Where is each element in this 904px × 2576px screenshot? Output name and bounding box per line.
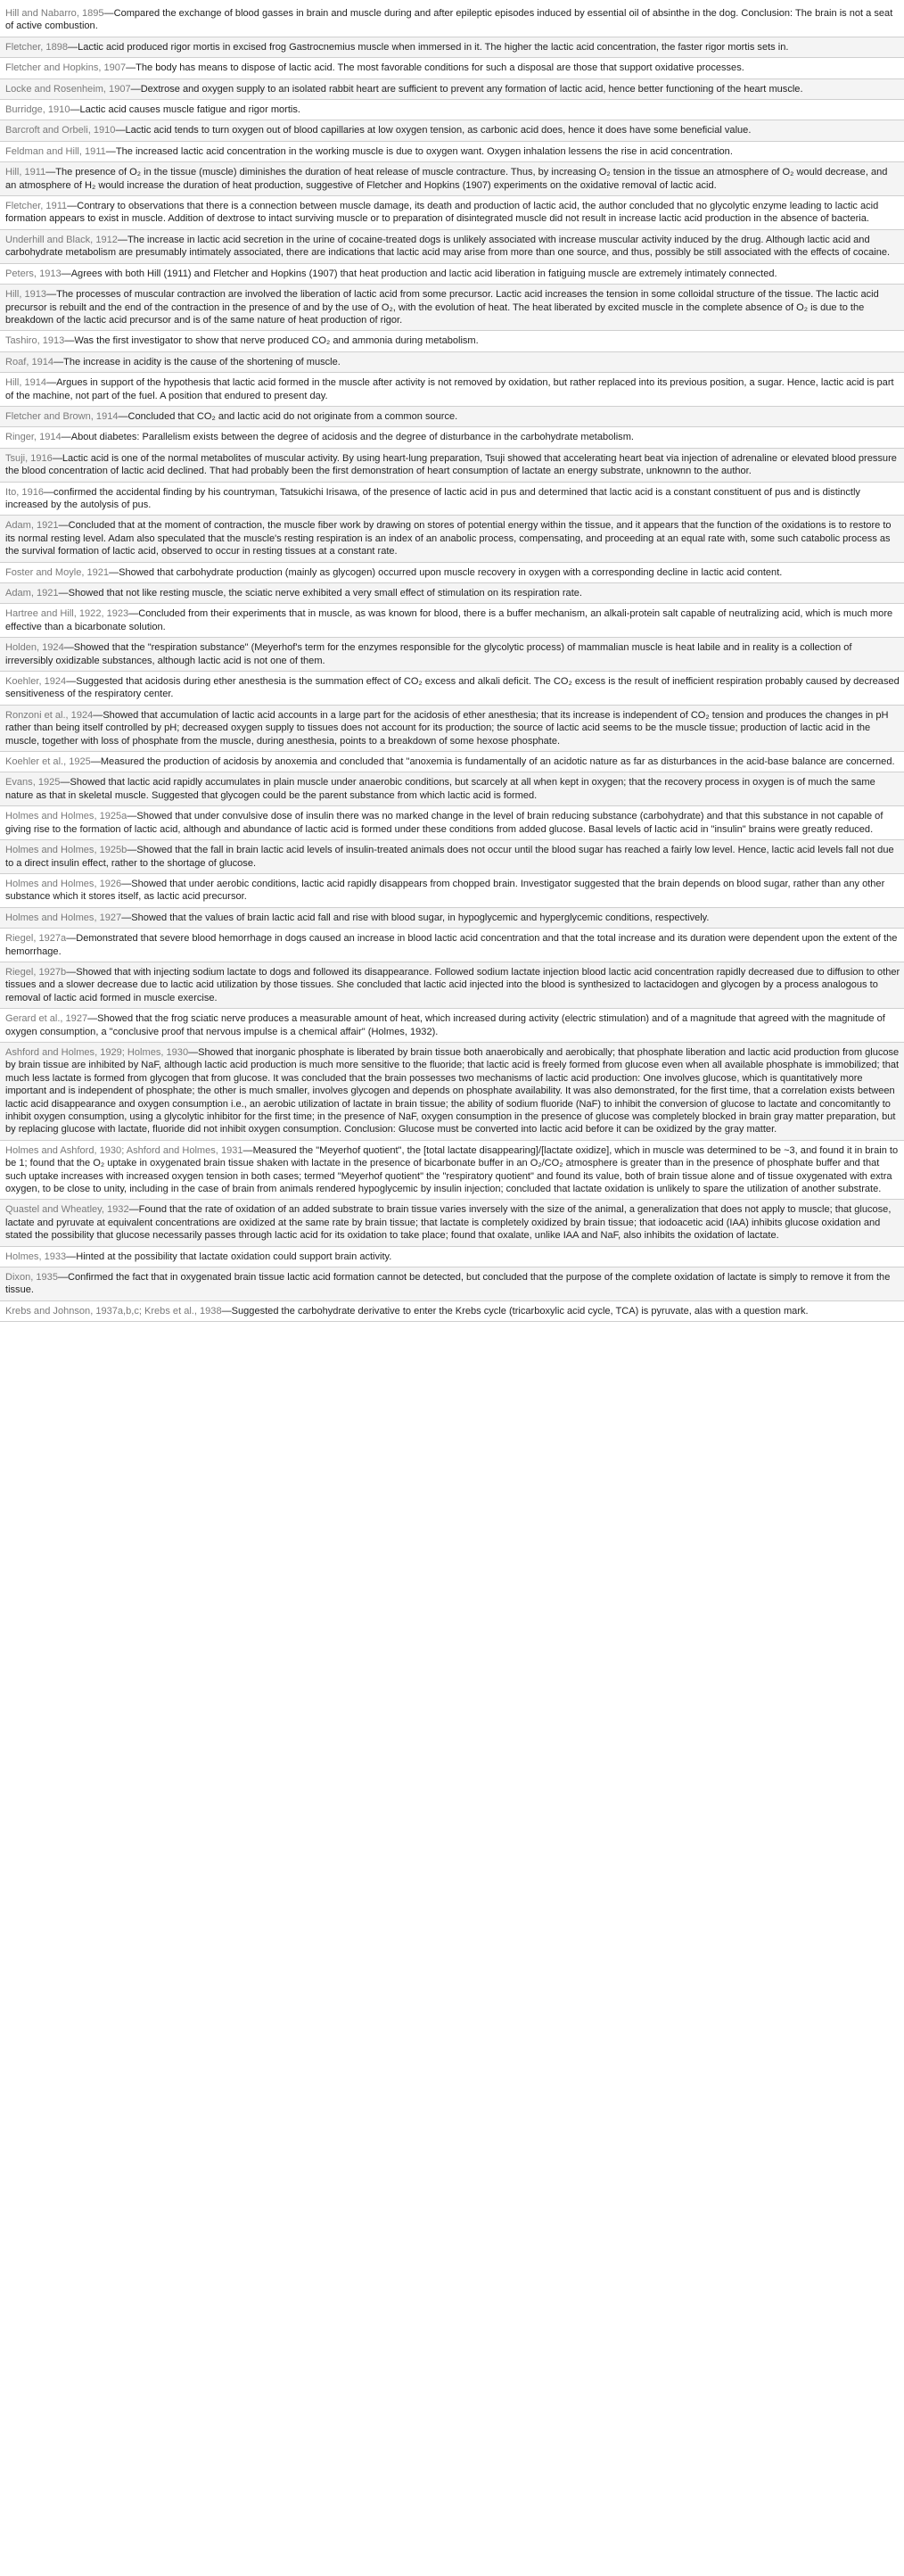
table-row xyxy=(0,79,904,100)
reference: Ito, 1916 xyxy=(5,486,44,498)
reference: Locke and Rosenheim, 1907 xyxy=(5,83,131,95)
reference: Quastel and Wheatley, 1932 xyxy=(5,1204,129,1216)
reference: Evans, 1925 xyxy=(5,777,61,788)
table-row xyxy=(0,1141,904,1201)
reference: Holmes and Holmes, 1925b xyxy=(5,845,127,856)
description: —Showed that the frog sciatic nerve produces a measurable amount of heat, which increased during activity (electric stimulation) and of a magnitude that agreed with the magnitude of oxygen consumption, a "conclusive proof that nervous impulse is a chemical affair" (Holmes, 1932). xyxy=(5,1013,885,1037)
description: —The increased lactic acid concentration in the working muscle is due to oxygen want. Oxygen inhalation lessens the rise in acid concentration. xyxy=(105,145,733,157)
description: —Showed that not like resting muscle, the sciatic nerve exhibited a very small effect of stimulation on its respiration rate. xyxy=(58,588,582,599)
description: —The processes of muscular contraction are involved the liberation of lactic acid from some precursor. Lactic acid increases the tension in some colloidal structure of the tissue. The lactic acid precursor is rebuilt and the end of the contraction in the presence of and by the use of O₂, with the evolution of heat. The heat liberated by excited muscle in the complete absence of O₂ is due to the breakdown of the lactic acid precursor and is of the same nature of heat production of rigor. xyxy=(5,289,879,326)
table-row xyxy=(0,230,904,264)
table-row xyxy=(0,142,904,162)
reference: Ringer, 1914 xyxy=(5,432,62,443)
description: —confirmed the accidental finding by his countryman, Tatsukichi Irisawa, of the presence of lactic acid in pus and determined that lactic acid is a constant constituent of pus and is distinctly increased by the autolysis of pus. xyxy=(5,486,860,510)
reference: Dixon, 1935 xyxy=(5,1272,58,1284)
table-row xyxy=(0,908,904,929)
reference: Riegel, 1927a xyxy=(5,933,67,945)
description: —Showed that inorganic phosphate is liberated by brain tissue both anaerobically and aerobically; that phosphate liberation and lactic acid production from glucose by brain tissue are inhibited by NaF, although lactic acid production is much more sensitive to the fluoride; that lactic acid is freely formed from glucose even when all available phosphate is immobilized; that much less lactate is formed from glycogen that from glucose. It was concluded that the brain possesses two mechanisms of lactic acid production: One involves glucose, which is quantitatively more important and is independent of phosphate; the other is much smaller, involves glycogen and depends on phosphate availability. It was also demonstrated, for the first time, that a correlation exists between lactic acid disappearance and oxygen consumption i.e., an aerobic utilization of lactate in brain tissue; the ability of sodium fluoride (NaF) to inhibit the conversion of glucose to lactate and concomitantly to inhibit oxygen consumption, using a glycolytic inhibitor for the first time; in the presence of NaF, oxygen consumption in the presence of glucose was completely blocked in brain gray matter preparation, but by replacing glucose with lactate, fluoride did not inhibit oxygen consumption. Conclusion: Glucose must be converted into lactic acid before it can be oxidized by the gray matter. xyxy=(5,1046,900,1135)
description: —The increase in lactic acid secretion in the urine of cocaine-treated dogs is unlikely associated with increase muscular activity induced by the drug. Although lactic acid and carbohydrate metabolism are presumably intimately associated, there are indications that lactic acid may arise from more than one source, and thus, possibly be still associated with the effects of cocaine. xyxy=(5,234,891,259)
reference: Adam, 1921 xyxy=(5,520,59,532)
description: —Agrees with both Hill (1911) and Fletcher and Hopkins (1907) that heat production and lactic acid liberation in fatiguing muscle are extremely intimately connected. xyxy=(61,268,777,279)
description: —Showed that the values of brain lactic acid fall and rise with blood sugar, in hypoglycemic and hyperglycemic conditions, respectively. xyxy=(121,912,710,923)
reference: Fletcher and Hopkins, 1907 xyxy=(5,62,127,74)
reference: Holmes, 1933 xyxy=(5,1251,67,1262)
description: —Suggested the carbohydrate derivative to enter the Krebs cycle (tricarboxylic acid cycle, TCA) is pyruvate, alas with a question mark. xyxy=(221,1305,809,1317)
table-row xyxy=(0,583,904,604)
reference: Koehler et al., 1925 xyxy=(5,756,91,768)
reference: Feldman and Hill, 1911 xyxy=(5,145,106,157)
description: —Showed that carbohydrate production (mainly as glycogen) occurred upon muscle recovery in oxygen with a corresponding decline in lactic acid content. xyxy=(109,566,783,578)
reference: Holmes and Holmes, 1925a xyxy=(5,811,127,822)
description: —Showed that the "respiration substance" (Meyerhof's term for the enzymes responsible for the glycolytic process) of mammalian muscle is heat labile and in reality is a collection of irreversibly oxidizable substances, although lactic acid is not one of them. xyxy=(5,642,852,666)
table-row xyxy=(0,806,904,840)
reference: Fletcher and Brown, 1914 xyxy=(5,410,119,422)
table-row xyxy=(0,604,904,638)
table-row xyxy=(0,196,904,230)
table-row xyxy=(0,516,904,562)
reference: Fletcher, 1911 xyxy=(5,201,68,212)
table-row xyxy=(0,352,904,373)
table-row xyxy=(0,929,904,962)
reference: Adam, 1921 xyxy=(5,588,59,599)
table-row xyxy=(0,563,904,583)
table-row xyxy=(0,427,904,448)
reference: Tashiro, 1913 xyxy=(5,335,65,347)
table-row xyxy=(0,1009,904,1043)
description: —Suggested that acidosis during ether anesthesia is the summation effect of CO₂ excess and alkali deficit. The CO₂ excess is the result of inefficient respiration probably caused by decreased sensitiveness of the respiratory center. xyxy=(5,676,900,700)
reference: Underhill and Black, 1912 xyxy=(5,234,118,245)
table-row xyxy=(0,331,904,351)
table-row xyxy=(0,162,904,196)
description: —Concluded that CO₂ and lactic acid do not originate from a common source. xyxy=(118,410,458,422)
description: —Dextrose and oxygen supply to an isolated rabbit heart are sufficient to prevent any formation of lactic acid, hence better functioning of the heart muscle. xyxy=(130,83,803,95)
reference: Burridge, 1910 xyxy=(5,104,70,116)
reference: Gerard et al., 1927 xyxy=(5,1013,88,1025)
description: —The body has means to dispose of lactic acid. The most favorable conditions for such a disposal are those that support oxidative processes. xyxy=(126,62,744,74)
table-row xyxy=(0,840,904,874)
description: —Showed that under aerobic conditions, lactic acid rapidly disappears from chopped brain. Investigator suggested that the brain depends on blood sugar, rather than any other substance which it stores itself, as lactic acid precursor. xyxy=(5,878,885,903)
description: —Lactic acid causes muscle fatigue and rigor mortis. xyxy=(70,104,300,116)
reference: Ashford and Holmes, 1929; Holmes, 1930 xyxy=(5,1046,189,1058)
reference: Holmes and Holmes, 1927 xyxy=(5,912,122,923)
table-row xyxy=(0,449,904,483)
table-row xyxy=(0,1267,904,1301)
table-row xyxy=(0,638,904,672)
reference: Riegel, 1927b xyxy=(5,966,67,978)
table-row xyxy=(0,706,904,752)
table-row xyxy=(0,1200,904,1246)
table-row xyxy=(0,1043,904,1141)
table-row xyxy=(0,772,904,806)
description: —Showed that under convulsive dose of insulin there was no marked change in the level of brain reducing substance (carbohydrate) and that this substance in not capable of giving rise to the formation of lactic acid, although and abundance of lactic acid is formed under these conditions from added glucose. Basal levels of lactic acid in "insulin" brains were greatly reduced. xyxy=(5,811,883,835)
description: —The presence of O₂ in the tissue (muscle) diminishes the duration of heat release of muscle contracture. Thus, by increasing O₂ tension in the tissue an atmosphere of O₂ would decrease, and an atmosphere of H₂ would increase the duration of heat production, suggestive of Fletcher and Hopkins (1907) experiments on the oxidative removal of lactic acid. xyxy=(5,167,888,191)
description: —Showed that accumulation of lactic acid accounts in a large part for the acidosis of ether anesthesia; that its increase is independent of CO₂ tension and produces the changes in pH rather than being itself controlled by pH; decreased oxygen supply to tissues does not account for its production; the source of lactic acid seems to be the muscle tissue; production of lactic acid in the muscle, together with loss of phosphate from the muscle, during anesthesia, points to a breakdown of some hexose phosphate. xyxy=(5,709,889,747)
reference: Tsuji, 1916 xyxy=(5,452,53,464)
description: —About diabetes: Parallelism exists between the degree of acidosis and the degree of disturbance in the carbohydrate metabolism. xyxy=(61,432,634,443)
reference: Koehler, 1924 xyxy=(5,676,67,688)
reference: Peters, 1913 xyxy=(5,268,62,279)
description: —Lactic acid produced rigor mortis in excised frog Gastrocnemius muscle when immersed in it. The higher the lactic acid concentration, the faster rigor mortis sets in. xyxy=(68,41,789,53)
reference: Hill, 1914 xyxy=(5,377,47,389)
reference: Ronzoni et al., 1924 xyxy=(5,709,94,721)
reference: Hill, 1913 xyxy=(5,289,47,301)
description: —The increase in acidity is the cause of the shortening of muscle. xyxy=(53,356,341,367)
reference: Hartree and Hill, 1922, 1923 xyxy=(5,608,129,620)
table-row xyxy=(0,100,904,120)
description: —Measured the "Meyerhof quotient", the [total lactate disappearing]/[lactate oxidize], which in muscle was determined to be ~3, and found it in brain to be 1; found that the O₂ uptake in oxygenated brain tissue shaken with lactate in the presence of bicarbonate buffer in an O₂/CO₂ atmosphere is greater than in the presence of phosphate buffer and that such uptake increases with increased oxygen tension in both cases; termed "Meyerhof quotient" the "respiratory quotient" and found its value, both of brain tissue alone and of tissue oxygenated with extra oxygen, to be close to unity, including in the case of brain from animals rendered hypoglycemic by insulin injection; concluded that lactate oxidation is unlikely to spare the utilization of another substrate. xyxy=(5,1144,899,1195)
description: —Concluded that at the moment of contraction, the muscle fiber work by drawing on stores of potential energy within the tissue, and it appears that the function of the oxidations is to restore to its normal resting level. Adam also speculated that the muscle's resting respiration is an index of an anabolic process, compensating, and proceeding at an equal rate with, some such catabolic process as the survival formation of lactic acid, observed to occur in resting tissues at a constant rate. xyxy=(5,520,892,557)
table-row xyxy=(0,874,904,908)
description: —Showed that with injecting sodium lactate to dogs and followed its disappearance. Followed sodium lactate injection blood lactic acid concentration rapidly decreased due to diffusion to other tissues and a slower decrease due to lactic acid utilization by those tissues. She concluded that lactic acid injected into the blood is synthesized to lactacidogen and glycogen by a process analogous to removal of lactic acid formed in muscle exercise. xyxy=(5,966,900,1003)
table-row xyxy=(0,1247,904,1267)
description: —Demonstrated that severe blood hemorrhage in dogs caused an increase in blood lactic acid concentration and that the total increase and its duration were dependent upon the extent of the hemorrhage. xyxy=(5,933,898,957)
description: —Confirmed the fact that in oxygenated brain tissue lactic acid formation cannot be detected, but concluded that the purpose of the complete oxidation of lactate is simply to remove it from the tissue. xyxy=(5,1272,891,1296)
reference: Holden, 1924 xyxy=(5,642,64,654)
description: —Showed that the fall in brain lactic acid levels of insulin-treated animals does not occur until the blood sugar has reached a fairly low level. Hence, lactic acid levels fall not due to a direct insulin effect, rather to the shortage of glucose. xyxy=(5,845,894,869)
table-row xyxy=(0,752,904,772)
table-row xyxy=(0,285,904,331)
table-row xyxy=(0,483,904,516)
reference: Hill and Nabarro, 1895 xyxy=(5,8,104,19)
table-row xyxy=(0,37,904,58)
reference: Fletcher, 1898 xyxy=(5,41,69,53)
reference: Barcroft and Orbeli, 1910 xyxy=(5,125,116,136)
table-row xyxy=(0,962,904,1009)
description: —Lactic acid tends to turn oxygen out of blood capillaries at low oxygen tension, as carbonic acid does, hence it does have some beneficial value. xyxy=(115,125,752,136)
description: —Found that the rate of oxidation of an added substrate to brain tissue varies inversely with the size of the animal, a generalization that does not apply to muscle; that glucose, lactate and pyruvate at equivalent concentrations are oxidized at the same rate by brain tissue; that lactate is completely oxidized by brain tissue; that iodoacetic acid (IAA) inhibits glucose oxidation and stated the possibility that glucose necessarily passes through lactic acid for its oxidation to take place; found that oxalate, unlike IAA and NaF, also inhibits the oxidation of lactate. xyxy=(5,1204,892,1242)
description: —Was the first investigator to show that nerve produced CO₂ and ammonia during metabolism. xyxy=(64,335,479,347)
reference: Roaf, 1914 xyxy=(5,356,54,367)
description: —Compared the exchange of blood gasses in brain and muscle during and after epileptic episodes induced by essential oil of absinthe in the dog. Conclusion: The brain is not a seat of active combustion. xyxy=(5,8,893,32)
table-row xyxy=(0,58,904,78)
table-row xyxy=(0,1301,904,1322)
description: —Argues in support of the hypothesis that lactic acid formed in the muscle after activity is not removed by oxidation, but rather replaced into its previous position, a sugar. Hence, lactic acid is part of the machine, not part of the fuel. A position that endured to present day. xyxy=(5,377,894,401)
description: —Concluded from their experiments that in muscle, as was known for blood, there is a buffer mechanism, an alkali-protein salt capable of neutralizing acid, which is much more effective than a bicarbonate solution. xyxy=(5,608,893,632)
reference: Holmes and Ashford, 1930; Ashford and Holmes, 1931 xyxy=(5,1144,243,1156)
description: —Hinted at the possibility that lactate oxidation could support brain activity. xyxy=(66,1251,392,1262)
table-row xyxy=(0,407,904,427)
table-row xyxy=(0,264,904,285)
reference: Foster and Moyle, 1921 xyxy=(5,566,110,578)
table-row xyxy=(0,672,904,706)
description: —Lactic acid is one of the normal metabolites of muscular activity. By using heart-lung preparation, Tsuji showed that accelerating heart beat via injection of adrenaline or elevated blood pressure the blood concentration of lactic acid declined. That had probably been the first demonstration of heart consumption of lactate an energy substrate, unknownn to the author. xyxy=(5,452,897,477)
description: —Measured the production of acidosis by anoxemia and concluded that "anoxemia is fundamentally of an acidotic nature as far as disturbances in the acid-base balance are concerned. xyxy=(90,756,895,768)
table-row xyxy=(0,4,904,37)
reference: Holmes and Holmes, 1926 xyxy=(5,878,122,889)
description: —Contrary to observations that there is a connection between muscle damage, its death and production of lactic acid, the author concluded that no glycolytic enzyme leading to lactic acid formation appears to exist in muscle. Addition of dextrose to intact surviving muscle or to preparation of disintegrated muscle did not result in increase lactic acid production in the absence of bacteria. xyxy=(5,201,879,225)
reference: Krebs and Johnson, 1937a,b,c; Krebs et al., 1938 xyxy=(5,1305,222,1317)
description: —Showed that lactic acid rapidly accumulates in plain muscle under anaerobic conditions, but scarcely at all when kept in oxygen; that the recovery process in oxygen is of much the same nature as that in skeletal muscle. Suggested that glycogen could be the parent substance from which lactic acid is formed. xyxy=(5,777,875,801)
table-row xyxy=(0,120,904,141)
reference: Hill, 1911 xyxy=(5,167,46,178)
table-row xyxy=(0,373,904,407)
